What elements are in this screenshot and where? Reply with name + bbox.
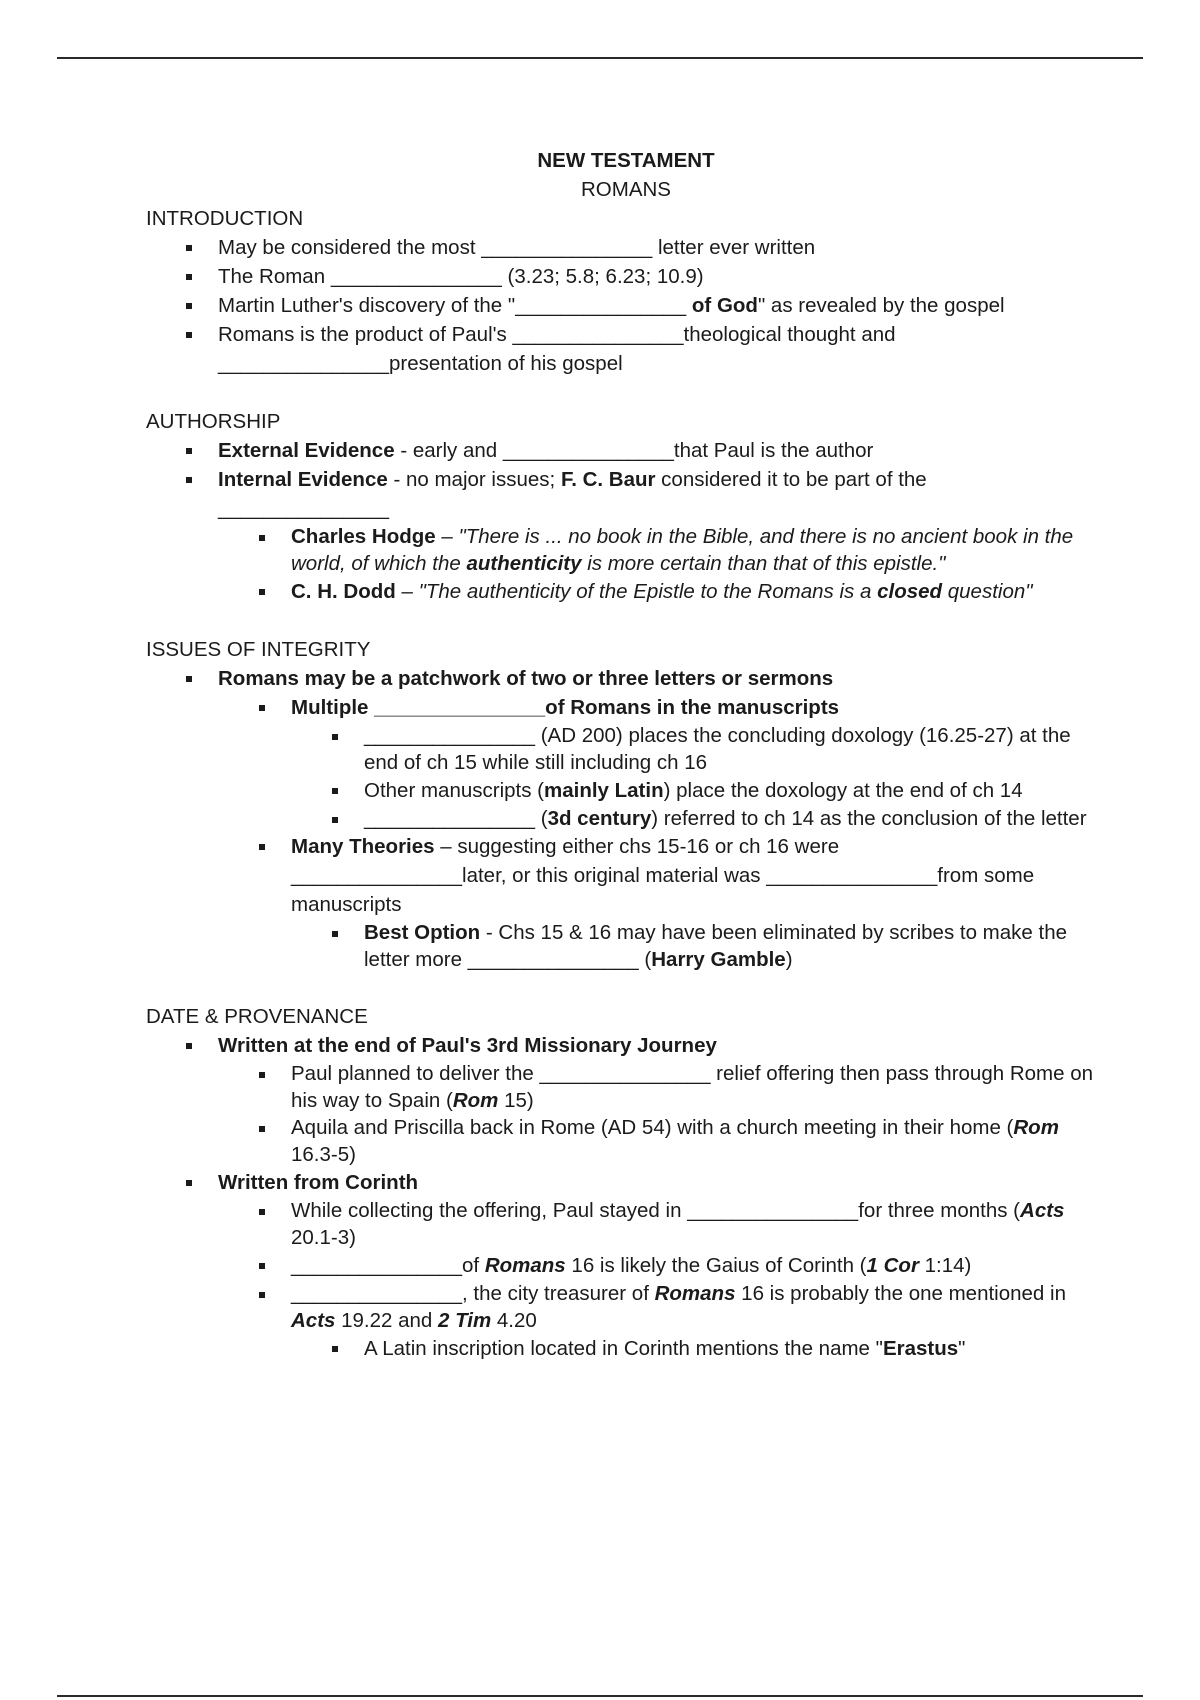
section-heading: INTRODUCTION (146, 207, 304, 230)
bullet-list (146, 436, 1106, 606)
bullet-icon (259, 844, 265, 850)
list-item: The Roman _______________ (3.23; 5.8; 6.23; 10.9) (146, 262, 1106, 291)
bullet-icon (332, 1346, 338, 1352)
bullet-icon (259, 705, 265, 711)
top-rule (57, 57, 1143, 59)
bullet-icon (259, 1126, 265, 1132)
bullet-icon (332, 734, 338, 740)
list-item: _______________of Romans 16 is likely the Gaius of Corinth (1 Cor 1:14) (146, 1251, 1106, 1280)
document-page (146, 146, 1106, 1363)
bullet-icon (186, 477, 192, 483)
bullet-icon (259, 1263, 265, 1269)
bullet-icon (186, 245, 192, 251)
list-item: _______________, the city treasurer of Romans 16 is probably the one mentioned in Acts 19.22 and 2 Tim 4.20 (146, 1280, 1106, 1334)
section-date-provenance (146, 1002, 1106, 1363)
section-heading: DATE & PROVENANCE (146, 1005, 368, 1028)
bottom-rule (57, 1695, 1143, 1697)
bullet-icon (332, 788, 338, 794)
bullet-icon (186, 303, 192, 309)
bullet-icon (332, 931, 338, 937)
list-item: Aquila and Priscilla back in Rome (AD 54) with a church meeting in their home (Rom 16.3-5) (146, 1114, 1106, 1168)
list-item: Martin Luther's discovery of the "_______________ of God" as revealed by the gospel (146, 291, 1106, 320)
bullet-icon (186, 676, 192, 682)
bullet-icon (332, 817, 338, 823)
bullet-list (146, 233, 1106, 378)
list-item: Paul planned to deliver the _______________ relief offering then pass through Rome on his way to Spain (Rom 15) (146, 1060, 1106, 1114)
list-item: May be considered the most _______________ letter ever written (146, 233, 1106, 262)
list-item: External Evidence - early and _______________that Paul is the author (146, 436, 1106, 465)
list-item: While collecting the offering, Paul stayed in _______________for three months (Acts 20.1-3) (146, 1197, 1106, 1251)
bullet-icon (259, 1209, 265, 1215)
bullet-icon (186, 332, 192, 338)
list-item: Romans may be a patchwork of two or three letters or sermons (146, 664, 1106, 693)
bullet-icon (186, 1180, 192, 1186)
list-item: Best Option - Chs 15 & 16 may have been eliminated by scribes to make the letter more _______________ (Harry Gamble) (146, 919, 1106, 973)
bullet-icon (259, 1292, 265, 1298)
section-introduction (146, 204, 1106, 378)
bullet-icon (186, 1043, 192, 1049)
list-item: _______________ (3d century) referred to ch 14 as the conclusion of the letter (146, 805, 1106, 832)
list-item: A Latin inscription located in Corinth mentions the name "Erastus" (146, 1334, 1106, 1363)
list-item: Other manuscripts (mainly Latin) place the doxology at the end of ch 14 (146, 776, 1106, 805)
bullet-list (146, 1031, 1106, 1363)
list-item: Charles Hodge – "There is ... no book in the Bible, and there is no ancient book in the world, of which the authenticity is more certain than that of this epistle." (146, 523, 1106, 577)
section-integrity (146, 635, 1106, 973)
list-item: Many Theories – suggesting either chs 15-16 or ch 16 were _______________later, or this original material was _______________from some manuscripts (146, 832, 1106, 919)
section-authorship (146, 407, 1106, 606)
list-item: Multiple _______________of Romans in the manuscripts (146, 693, 1106, 722)
section-heading: ISSUES OF INTEGRITY (146, 638, 371, 661)
list-item: _______________ (AD 200) places the concluding doxology (16.25-27) at the end of ch 15 while still including ch 16 (146, 722, 1106, 776)
page-subtitle: ROMANS (581, 178, 671, 201)
bullet-icon (259, 589, 265, 595)
bullet-icon (259, 1072, 265, 1078)
bullet-icon (186, 274, 192, 280)
bullet-icon (186, 448, 192, 454)
section-heading: AUTHORSHIP (146, 410, 281, 433)
page-title: NEW TESTAMENT (537, 149, 715, 172)
bullet-list (146, 664, 1106, 973)
list-item: Written at the end of Paul's 3rd Missionary Journey (146, 1031, 1106, 1060)
list-item: Written from Corinth (146, 1168, 1106, 1197)
list-item: Internal Evidence - no major issues; F. C. Baur considered it to be part of the _______________ (146, 465, 1106, 523)
list-item: C. H. Dodd – "The authenticity of the Epistle to the Romans is a closed question" (146, 577, 1106, 606)
bullet-icon (259, 535, 265, 541)
list-item: Romans is the product of Paul's _______________theological thought and _______________presentation of his gospel (146, 320, 1106, 378)
